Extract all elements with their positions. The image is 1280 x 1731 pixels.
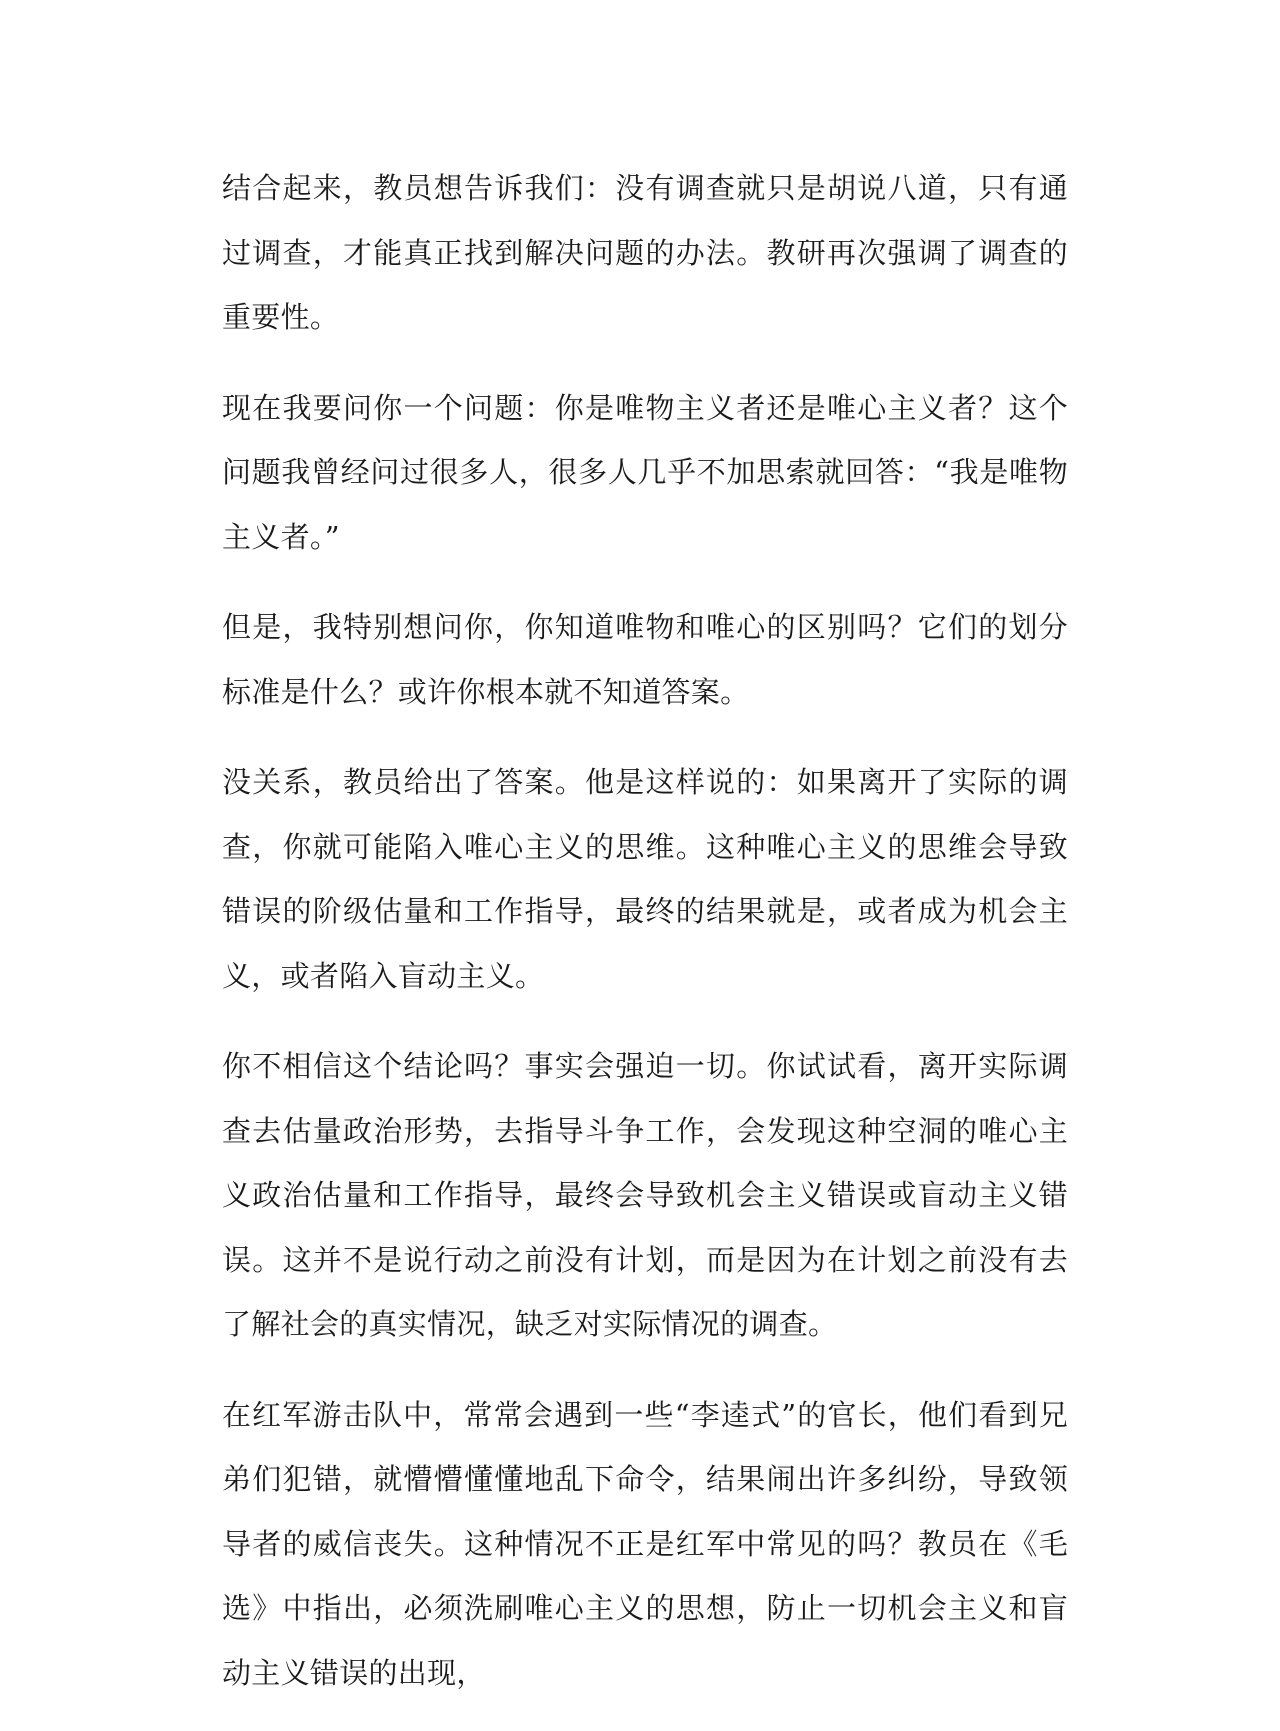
paragraph-4: 没关系，教员给出了答案。他是这样说的：如果离开了实际的调查，你就可能陷入唯心主义的思维。这种唯心主义的思维会导致错误的阶级估量和工作指导，最终的结果就是，或者成为机会主义，或者陷入盲动主义。 <box>222 765 1068 993</box>
paragraph-6: 在红军游击队中，常常会遇到一些“李逵式”的官长，他们看到兄弟们犯错，就懵懵懂懂地乱下命令，结果闹出许多纠纷，导致领导者的威信丧失。这种情况不正是红军中常见的吗？教员在《毛选》中指出，必须洗刷唯心主义的思想，防止一切机会主义和盲动主义错误的出现， <box>222 1397 1068 1690</box>
paragraph-2: 现在我要问你一个问题：你是唯物主义者还是唯心主义者？这个问题我曾经问过很多人，很多人几乎不加思索就回答：“我是唯物主义者。” <box>222 390 1068 554</box>
paragraph-1: 结合起来，教员想告诉我们：没有调查就只是胡说八道，只有通过调查，才能真正找到解决问题的办法。教研再次强调了调查的重要性。 <box>222 171 1068 334</box>
paragraph-5: 你不相信这个结论吗？事实会强迫一切。你试试看，离开实际调查去估量政治形势，去指导斗争工作，会发现这种空洞的唯心主义政治估量和工作指导，最终会导致机会主义错误或盲动主义错误。这并不是说行动之前没有计划，而是因为在计划之前没有去了解社会的真实情况，缺乏对实际情况的调查。 <box>222 1049 1068 1341</box>
paragraph-3: 但是，我特别想问你，你知道唯物和唯心的区别吗？它们的划分标准是什么？或许你根本就不知道答案。 <box>222 610 1068 709</box>
article-body <box>222 156 1068 1731</box>
